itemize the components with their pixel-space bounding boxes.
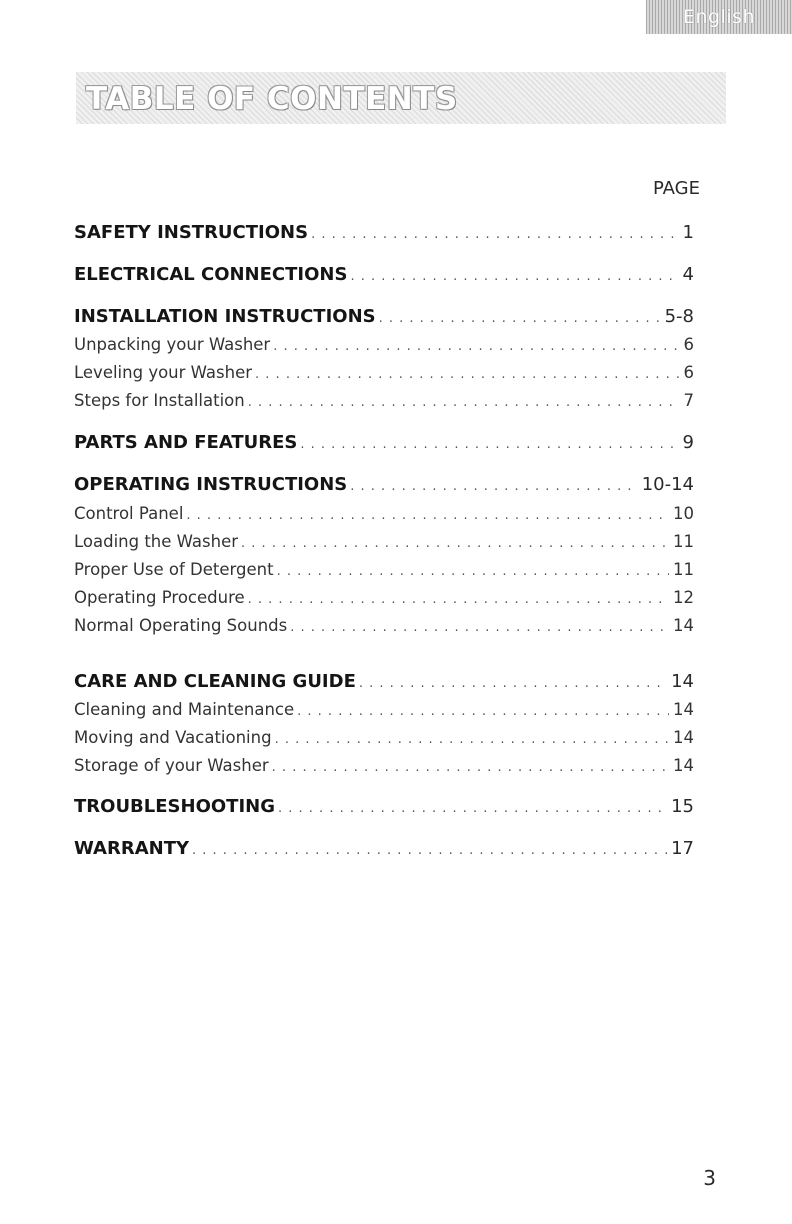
title-banner xyxy=(76,72,726,124)
dot-leader xyxy=(311,227,678,242)
toc-subentry-detergent[interactable] xyxy=(74,560,694,586)
dot-leader xyxy=(275,732,669,747)
toc-entry-electrical-connections[interactable] xyxy=(74,264,694,290)
toc-entry-page: 14 xyxy=(671,671,694,692)
toc-entry-label: Unpacking your Washer xyxy=(74,335,271,354)
toc-entry-label: CARE AND CLEANING GUIDE xyxy=(74,671,356,692)
toc-entry-page: 15 xyxy=(671,796,694,817)
dot-leader xyxy=(350,269,678,284)
toc-subentry-steps-for-installation[interactable] xyxy=(74,391,694,417)
dot-leader xyxy=(278,801,667,816)
toc-entry-label: Cleaning and Maintenance xyxy=(74,700,295,719)
toc-entry-page: 5-8 xyxy=(664,306,694,327)
toc-entry-page: 6 xyxy=(683,335,694,354)
toc-entry-page: 10 xyxy=(673,504,694,523)
toc-entry-page: 14 xyxy=(673,756,694,775)
toc-entry-page: 14 xyxy=(673,616,694,635)
dot-leader xyxy=(241,536,669,551)
toc-subentry-moving[interactable] xyxy=(74,728,694,754)
toc-entry-safety-instructions[interactable] xyxy=(74,222,694,248)
toc-entry-label: Moving and Vacationing xyxy=(74,728,272,747)
dot-leader xyxy=(290,620,669,635)
toc-subentry-cleaning-maintenance[interactable] xyxy=(74,700,694,726)
dot-leader xyxy=(186,508,669,523)
dot-leader xyxy=(248,592,669,607)
dot-leader xyxy=(192,843,667,858)
toc-entry-troubleshooting[interactable] xyxy=(74,796,694,822)
toc-entry-page: 6 xyxy=(683,363,694,382)
toc-entry-installation-instructions[interactable] xyxy=(74,306,694,332)
toc-entry-page: 1 xyxy=(682,222,694,243)
dot-leader xyxy=(273,339,679,354)
toc-entry-page: 9 xyxy=(682,432,694,453)
dot-leader xyxy=(297,704,669,719)
toc-entry-label: TROUBLESHOOTING xyxy=(74,796,275,817)
toc-entry-label: Storage of your Washer xyxy=(74,756,269,775)
toc-entry-page: 10-14 xyxy=(641,474,694,495)
toc-entry-page: 11 xyxy=(673,560,694,579)
toc-entry-label: Steps for Installation xyxy=(74,391,245,410)
toc-entry-label: Operating Procedure xyxy=(74,588,245,607)
dot-leader xyxy=(300,437,678,452)
toc-subentry-operating-sounds[interactable] xyxy=(74,616,694,642)
dot-leader xyxy=(359,676,667,691)
dot-leader xyxy=(350,479,637,494)
toc-entry-operating-instructions[interactable] xyxy=(74,474,694,500)
toc-subentry-loading[interactable] xyxy=(74,532,694,558)
dot-leader xyxy=(272,760,669,775)
toc-entry-care-and-cleaning[interactable] xyxy=(74,671,694,697)
toc-entry-label: WARRANTY xyxy=(74,838,190,859)
toc-entry-label: SAFETY INSTRUCTIONS xyxy=(74,222,309,243)
toc-entry-label: Proper Use of Detergent xyxy=(74,560,274,579)
page-number: 3 xyxy=(703,1166,716,1190)
toc-entry-label: PARTS AND FEATURES xyxy=(74,432,298,453)
language-tab xyxy=(646,0,792,34)
toc-entry-warranty[interactable] xyxy=(74,838,694,864)
dot-leader xyxy=(255,367,679,382)
page-column-header: PAGE xyxy=(652,178,700,199)
toc-entry-label: Leveling your Washer xyxy=(74,363,253,382)
toc-entry-label: ELECTRICAL CONNECTIONS xyxy=(74,264,348,285)
dot-leader xyxy=(277,564,669,579)
dot-leader xyxy=(248,395,680,410)
language-tab-label: English xyxy=(682,6,756,28)
toc-entry-label: Control Panel xyxy=(74,504,184,523)
toc-entry-page: 7 xyxy=(683,391,694,410)
toc-subentry-storage[interactable] xyxy=(74,756,694,782)
toc-entry-label: Loading the Washer xyxy=(74,532,239,551)
toc-subentry-unpacking[interactable] xyxy=(74,335,694,361)
toc-entry-label: OPERATING INSTRUCTIONS xyxy=(74,474,348,495)
toc-entry-label: INSTALLATION INSTRUCTIONS xyxy=(74,306,376,327)
toc-entry-page: 17 xyxy=(671,838,694,859)
toc-entry-page: 14 xyxy=(673,700,694,719)
toc-entry-page: 4 xyxy=(682,264,694,285)
toc-subentry-operating-procedure[interactable] xyxy=(74,588,694,614)
toc-entry-page: 12 xyxy=(673,588,694,607)
page-title: TABLE OF CONTENTS xyxy=(86,81,458,117)
dot-leader xyxy=(379,311,661,326)
toc-subentry-leveling[interactable] xyxy=(74,363,694,389)
toc-entry-label: Normal Operating Sounds xyxy=(74,616,288,635)
toc-subentry-control-panel[interactable] xyxy=(74,504,694,530)
toc-entry-parts-and-features[interactable] xyxy=(74,432,694,458)
toc-entry-page: 14 xyxy=(673,728,694,747)
toc-entry-page: 11 xyxy=(673,532,694,551)
